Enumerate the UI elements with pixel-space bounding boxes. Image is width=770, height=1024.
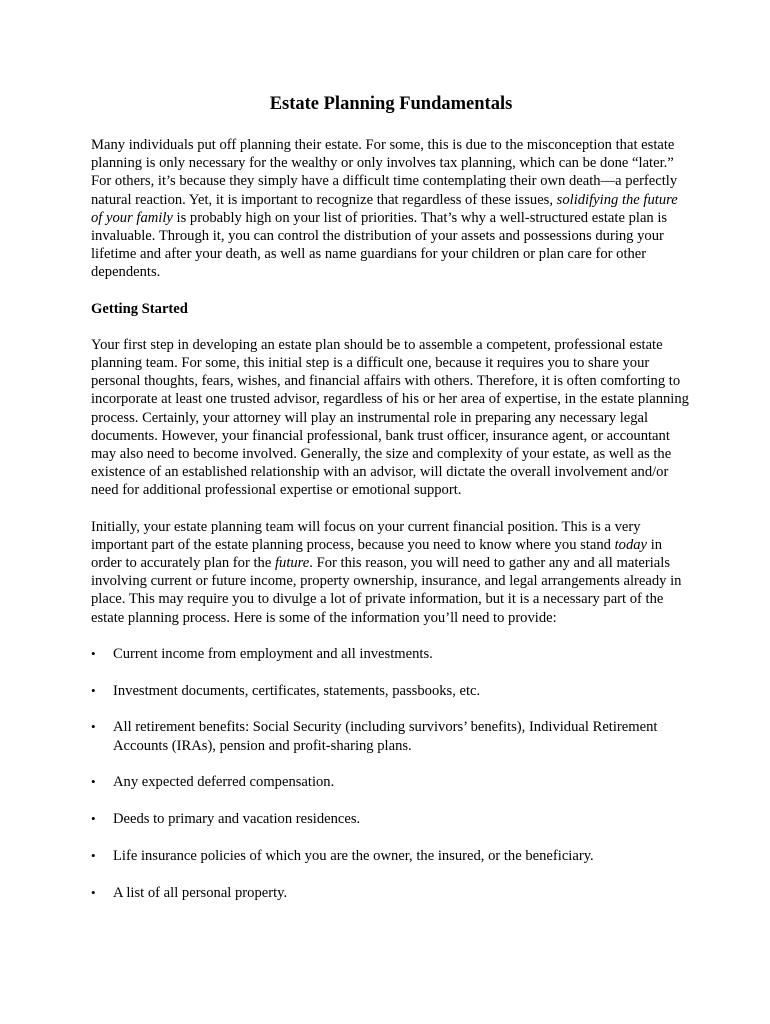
list-item-text: Investment documents, certificates, statements, passbooks, etc.: [113, 682, 481, 699]
section-heading-getting-started: Getting Started: [91, 300, 188, 317]
team-paragraph: Your first step in developing an estate plan should be to assemble a competent, professional estate planning team. For some, this initial step is a difficult one, because it requires you to share your personal thoughts, fears, wishes, and financial affairs with others. Therefore, it is often comforting to incorporate at least one trusted advisor, regardless of his or her area of expertise, in the estate planning process. Certainly, your attorney will play an instrumental role in preparing any necessary legal documents. However, your financial professional, bank trust officer, insurance agent, or accountant may also need to become involved. Generally, the size and complexity of your estate, as well as the existence of an established relationship with an advisor, will dictate the overall involvement and/or need for additional professional expertise or emotional support.: [91, 336, 689, 499]
list-item-text: Any expected deferred compensation.: [113, 774, 335, 791]
intro-emphasis: solidifying the future of your family: [91, 191, 678, 226]
list-item: [91, 718, 691, 754]
document-title: Estate Planning Fundamentals: [269, 94, 513, 114]
list-item-text: Life insurance policies of which you are the owner, the insured, or the beneficiary.: [113, 848, 594, 865]
financial-text-3: . For this reason, you will need to gather any and all materials involving current or future income, property ownership, insurance, and legal arrangements already in place. This may require you to divulge a lot of private information, but it is a necessary part of the estate planning process. Here is some of the information you’ll need to provide:: [91, 555, 682, 626]
bullet-icon: •: [91, 774, 96, 790]
bullet-icon: •: [91, 682, 96, 698]
list-item: [91, 645, 691, 663]
bullet-icon: •: [91, 645, 96, 661]
emphasis-future: future: [274, 555, 310, 572]
emphasis-today: today: [614, 536, 648, 553]
list-item: [91, 847, 691, 865]
bullet-icon: •: [91, 719, 96, 735]
list-item: [91, 884, 691, 902]
information-list: [91, 645, 691, 902]
intro-paragraph: [91, 136, 691, 282]
intro-text-1: Many individuals put off planning their estate. For some, this is due to the misconception that estate planning is only necessary for the wealthy or only involves tax planning, which can be done “later.” For others, it’s because they simply have a difficult time contemplating their own death—a perfectly natural reaction. Yet, it is important to recognize that regardless of these issues,: [91, 137, 678, 208]
bullet-icon: •: [91, 848, 96, 864]
document-page: [91, 92, 691, 921]
list-item-text: Deeds to primary and vacation residences.: [113, 811, 361, 828]
list-item: [91, 810, 691, 828]
bullet-icon: •: [91, 884, 96, 900]
list-item-text: All retirement benefits: Social Security (including survivors’ benefits), Individual Retirement Accounts (IRAs), pension and profit-sharing plans.: [113, 719, 658, 754]
list-item: [91, 682, 691, 700]
financial-text-2: in order to accurately plan for the: [91, 536, 663, 572]
intro-text-2: is probably high on your list of priorities. That’s why a well-structured estate plan is invaluable. Through it, you can control the distribution of your assets and possessions during your lifetime and after your death, as well as name guardians for your children or plan care for other dependents.: [91, 209, 668, 281]
bullet-icon: •: [91, 811, 96, 827]
list-item-text: Current income from employment and all investments.: [113, 645, 433, 662]
list-item-text: A list of all personal property.: [113, 884, 288, 901]
financial-text-1: Initially, your estate planning team will focus on your current financial position. This is a very important part of the estate planning process, because you need to know where you stand: [91, 518, 641, 553]
list-item: [91, 773, 691, 791]
financial-position-paragraph: [91, 518, 691, 627]
